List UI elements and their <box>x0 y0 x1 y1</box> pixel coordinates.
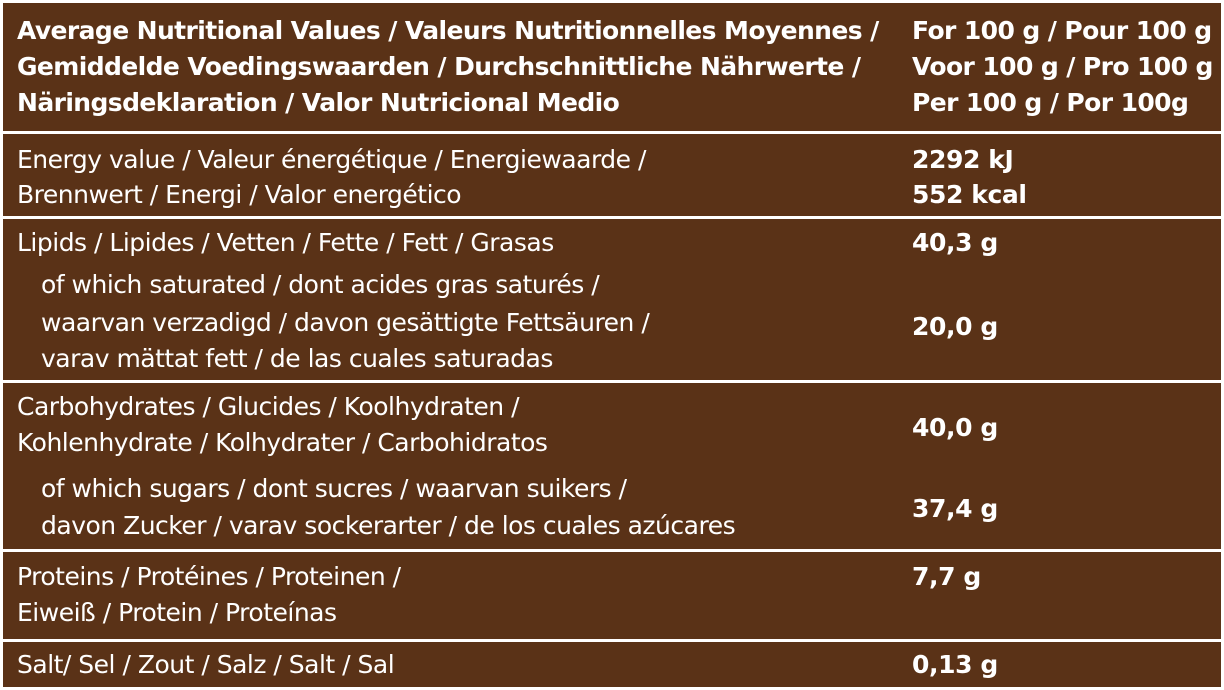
carbohydrates-value: 40,0 g <box>912 413 998 442</box>
proteins-label-line-1: Proteins / Protéines / Proteinen / <box>17 562 401 591</box>
energy-label-line-2: Brennwert / Energi / Valor energético <box>17 180 462 209</box>
header-per-line-2: Voor 100 g / Pro 100 g <box>912 52 1213 81</box>
sugars-value: 37,4 g <box>912 494 998 523</box>
header-title-line-2: Gemiddelde Voedingswaarden / Durchschnittliche Nährwerte / <box>17 52 861 81</box>
header-row <box>3 3 1221 131</box>
proteins-value: 7,7 g <box>912 562 981 591</box>
saturated-label-line-3: varav mättat fett / de las cuales saturadas <box>41 344 553 373</box>
proteins-row <box>3 552 1221 639</box>
carbohydrates-label-line-2: Kohlenhydrate / Kolhydrater / Carbohidratos <box>17 428 548 457</box>
saturated-label-line-2: waarvan verzadigd / davon gesättigte Fettsäuren / <box>41 308 650 337</box>
lipids-label: Lipids / Lipides / Vetten / Fette / Fett / Grasas <box>17 228 554 257</box>
header-title-line-3: Näringsdeklaration / Valor Nutricional Medio <box>17 88 620 117</box>
carbohydrates-label-line-1: Carbohydrates / Glucides / Koolhydraten / <box>17 392 519 421</box>
saturated-label-line-1: of which saturated / dont acides gras saturés / <box>41 270 600 299</box>
sugars-label-line-2: davon Zucker / varav sockerarter / de los cuales azúcares <box>41 511 736 540</box>
carbohydrates-row <box>3 383 1221 549</box>
saturated-value: 20,0 g <box>912 312 998 341</box>
salt-label: Salt/ Sel / Zout / Salz / Salt / Sal <box>17 650 395 679</box>
energy-label-line-1: Energy value / Valeur énergétique / Energiewaarde / <box>17 145 646 174</box>
header-title-line-1: Average Nutritional Values / Valeurs Nutritionnelles Moyennes / <box>17 16 879 45</box>
energy-value-kj: 2292 kJ <box>912 145 1014 174</box>
salt-value: 0,13 g <box>912 650 998 679</box>
header-per-line-1: For 100 g / Pour 100 g <box>912 16 1212 45</box>
lipids-row <box>3 219 1221 380</box>
proteins-label-line-2: Eiweiß / Protein / Proteínas <box>17 598 337 627</box>
salt-row <box>3 642 1221 690</box>
energy-row <box>3 134 1221 216</box>
header-per-line-3: Per 100 g / Por 100g <box>912 88 1189 117</box>
sugars-label-line-1: of which sugars / dont sucres / waarvan suikers / <box>41 474 627 503</box>
energy-value-kcal: 552 kcal <box>912 180 1027 209</box>
lipids-value: 40,3 g <box>912 228 998 257</box>
